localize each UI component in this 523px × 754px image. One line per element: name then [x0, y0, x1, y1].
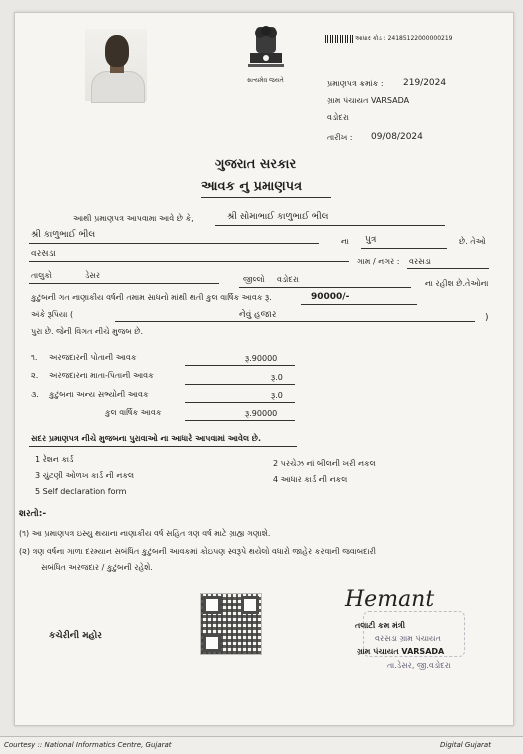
barcode-icon — [325, 35, 353, 43]
village-name: વરસડા — [31, 249, 56, 259]
certificate-no: 219/2024 — [403, 78, 447, 88]
document-item-1: 1 રેશન કાર્ડ — [35, 455, 74, 464]
document-item-3: 3 ચુંટણી ઓળખ કાર્ડ ની નકલ — [35, 471, 135, 480]
footer-credit: Courtesy :: National Informatics Centre, Gujarat — [4, 741, 172, 749]
issue-date: 09/08/2024 — [371, 132, 423, 142]
qr-code-icon — [200, 593, 262, 655]
income-row-1-label: અરજદારની પોતાની આવક — [49, 353, 137, 362]
words-prefix: અંકે રૂપિયા ( — [31, 310, 74, 319]
amount-in-words: નેવું હજાર — [239, 310, 277, 320]
condition-2: (૨) ત્રણ વર્ષના ગાળા દરમ્યાન સબંધિત કુટુંબની આવકમાં કોઇપણ સ્વરૂપે થયેલો વધારો જાહેર કરવાની જવાબદારી — [19, 547, 376, 556]
conditions-heading: શરતો:- — [19, 509, 47, 519]
government-title: ગુજરાત સરકાર — [215, 157, 297, 172]
income-row-3-num: ૩. — [31, 390, 39, 399]
page-footer — [0, 736, 523, 754]
header-taluka: વડોદરા — [327, 113, 349, 122]
family-income-text: કુટુંબની ગત નાણાકીય વર્ષની તમામ સાધનો માંથી થતી કુલ વાર્ષિક આવક રૂ. — [31, 293, 272, 302]
income-row-1-num: ૧. — [31, 353, 38, 362]
father-name: શ્રી કાળુભાઈ ભીલ — [31, 230, 96, 240]
document-item-4: 4 આધાર કાર્ડ ની નકલ — [273, 475, 348, 484]
details-text: પુરા છે. જેની વિગત નીચે મુજબ છે. — [31, 327, 144, 336]
their-label: છે. તેઓ — [459, 237, 486, 246]
resident-text: ના રહીશ છે.તેઓના — [425, 279, 489, 288]
income-row-2-label: અરજદારના માતા-પિતાની આવક — [49, 371, 154, 380]
certificate-title: આવક નુ પ્રમાણપત્ર — [201, 179, 303, 194]
district-label: જીલ્લો — [243, 275, 265, 284]
signature: Hemant — [345, 587, 435, 612]
income-row-2-num: ૨. — [31, 371, 39, 380]
state-emblem-icon — [238, 23, 294, 83]
emblem-caption: સત્યમેવ જયતે — [247, 77, 284, 84]
income-row-3-label: કુટુંબના અન્ય સભ્યોની આવક — [49, 390, 149, 399]
footer-brand: Digital Gujarat — [440, 741, 491, 749]
words-suffix: ) — [485, 313, 489, 323]
stamp-line-1: વરસડા ગ્રામ પંચાયત — [375, 634, 441, 643]
documents-heading: સદર પ્રમાણપત્ર નીચે મુજબના પુરાવાઓ ના આધારે આપવામાં આવેલ છે. — [31, 434, 261, 443]
intro-text: આથી પ્રમાણપત્ર આપવામા આવે છે કે, — [73, 214, 194, 223]
income-row-1-value: રૂ.90000 — [245, 354, 278, 363]
income-certificate — [14, 12, 514, 726]
applicant-name: શ્રી સોમાભાઈ કાળુભાઈ ભીલ — [227, 212, 329, 222]
date-label: તારીખ : — [327, 133, 353, 142]
signatory-designation: તલાટી કમ મંત્રી — [355, 621, 405, 630]
district-value: વડોદરા — [277, 275, 299, 284]
signatory-panchayat: ગ્રામ પંચાયત VARSADA — [357, 647, 445, 656]
panchayat-name: ગ્રામ પંચાયત VARSADA — [327, 96, 410, 105]
stamp-line-2: તા.ડેસર, જી.વડોદરા — [387, 661, 451, 670]
office-seal-label: કચેરીની મહોર — [49, 631, 102, 641]
barcode-text: આધાર કોડ : 24185122000000219 — [355, 35, 453, 42]
income-row-2-value: રૂ.0 — [271, 373, 283, 382]
income-total-value: રૂ.90000 — [245, 409, 278, 418]
village-label: ગામ / નગર : — [357, 257, 400, 266]
taluka-value: ડેસર — [85, 271, 101, 280]
certificate-no-label: પ્રમાણપત્ર ક્રમાંક : — [327, 79, 384, 88]
applicant-photo — [85, 29, 147, 101]
income-amount: 90000/- — [311, 292, 350, 302]
income-row-3-value: રૂ.0 — [271, 391, 283, 400]
income-total-label: કુલ વાર્ષિક આવક — [105, 408, 162, 417]
village-value: વરસડા — [409, 257, 431, 266]
relation-label: ના — [341, 237, 349, 246]
document-item-2: 2 પરચેઝ નાં બીલની ખરી નકલ — [273, 459, 376, 468]
taluka-label: તાલુકો — [31, 271, 52, 280]
condition-2-continued: સબંધિત અરજદાર / કુટુંબની રહેશે. — [41, 563, 153, 572]
relation-value: પુત્ર — [365, 235, 377, 245]
condition-1: (૧) આ પ્રમાણપત્ર ઇસ્યુ થયાના નાણાકીય વર્ષ સહિત ત્રણ વર્ષ માટે ગ્રાહ્ય ગણાશે. — [19, 529, 271, 538]
document-item-5: 5 Self declaration form — [35, 487, 127, 496]
